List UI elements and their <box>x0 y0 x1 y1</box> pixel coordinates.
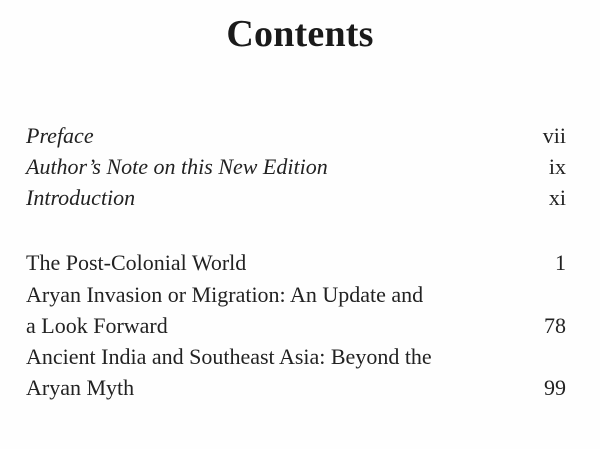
toc-entry-title: Preface <box>26 123 94 148</box>
toc-entry-page: 99 <box>544 375 566 400</box>
toc-entry-page: 1 <box>555 250 566 275</box>
toc-entry-page: ix <box>548 154 566 179</box>
toc-entry-page: 78 <box>544 313 566 338</box>
toc-entry-chapter-3[interactable] <box>26 342 566 404</box>
toc-entry-title-line-2: Aryan Myth <box>26 375 135 400</box>
toc-entry-title: Introduction <box>26 185 136 210</box>
toc-entry-title-line-2: a Look Forward <box>26 313 168 338</box>
toc-entry-title-line-1: Aryan Invasion or Migration: An Update and <box>26 282 424 307</box>
toc-entry-title-line-1: Ancient India and Southeast Asia: Beyond the <box>26 344 432 369</box>
toc-entry-title: The Post-Colonial World <box>26 250 247 275</box>
toc-entry-title: Author’s Note on this New Edition <box>26 154 328 179</box>
page-title: Contents <box>226 13 374 55</box>
toc-entry-page: vii <box>542 123 566 148</box>
toc-entry-chapter-2[interactable] <box>26 280 566 342</box>
toc-entry-page: xi <box>548 185 566 210</box>
